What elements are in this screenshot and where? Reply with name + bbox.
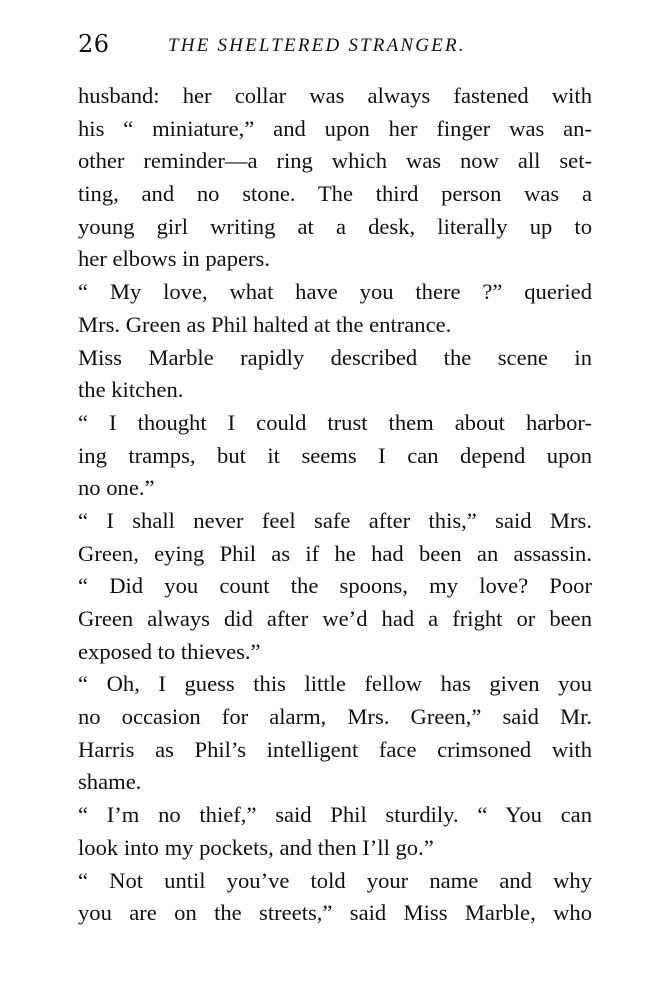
page-number: 26: [78, 30, 110, 58]
text-line: “ Not until you’ve told your name and why: [78, 867, 592, 893]
text-line: shame.: [78, 769, 142, 795]
text-line: her elbows in papers.: [78, 246, 270, 272]
text-line: Green always did after we’d had a fright or been: [78, 606, 592, 631]
text-line: other reminder—a ring which was now all set-: [78, 148, 592, 174]
text-line: Miss Marble rapidly described the scene in: [78, 344, 592, 370]
text-line: “ Did you count the spoons, my love? Poor: [78, 573, 592, 599]
text-line: no occasion for alarm, Mrs. Green,” said Mr.: [78, 704, 592, 730]
text-line: his “ miniature,” and upon her finger was an-: [78, 115, 592, 141]
text-line: “ I’m no thief,” said Phil sturdily. “ You can: [78, 802, 592, 828]
text-line: ting, and no stone. The third person was a: [78, 181, 592, 207]
text-line: “ Oh, I guess this little fellow has given you: [78, 671, 592, 697]
text-line: Green, eying Phil as if he had been an assassin.: [78, 540, 592, 566]
body-text: [78, 80, 592, 930]
text-line: exposed to thieves.”: [78, 638, 261, 664]
text-line: Mrs. Green as Phil halted at the entrance.: [78, 311, 452, 337]
text-line: young girl writing at a desk, literally up to: [78, 213, 592, 239]
text-line: you are on the streets,” said Miss Marble, who: [78, 900, 592, 926]
running-head: [78, 26, 598, 62]
text-line: the kitchen.: [78, 377, 184, 403]
text-line: husband: her collar was always fastened with: [78, 83, 592, 108]
text-line: “ I shall never feel safe after this,” said Mrs.: [78, 507, 592, 533]
running-title: THE SHELTERED STRANGER.: [168, 35, 466, 56]
text-line: Harris as Phil’s intelligent face crimsoned with: [78, 736, 592, 762]
text-line: “ My love, what have you there ?” queried: [78, 279, 592, 305]
text-line: no one.”: [78, 475, 155, 501]
text-line: “ I thought I could trust them about harbor-: [78, 409, 592, 435]
text-line: look into my pockets, and then I’ll go.”: [78, 834, 434, 860]
text-line: ing tramps, but it seems I can depend upon: [78, 442, 592, 468]
